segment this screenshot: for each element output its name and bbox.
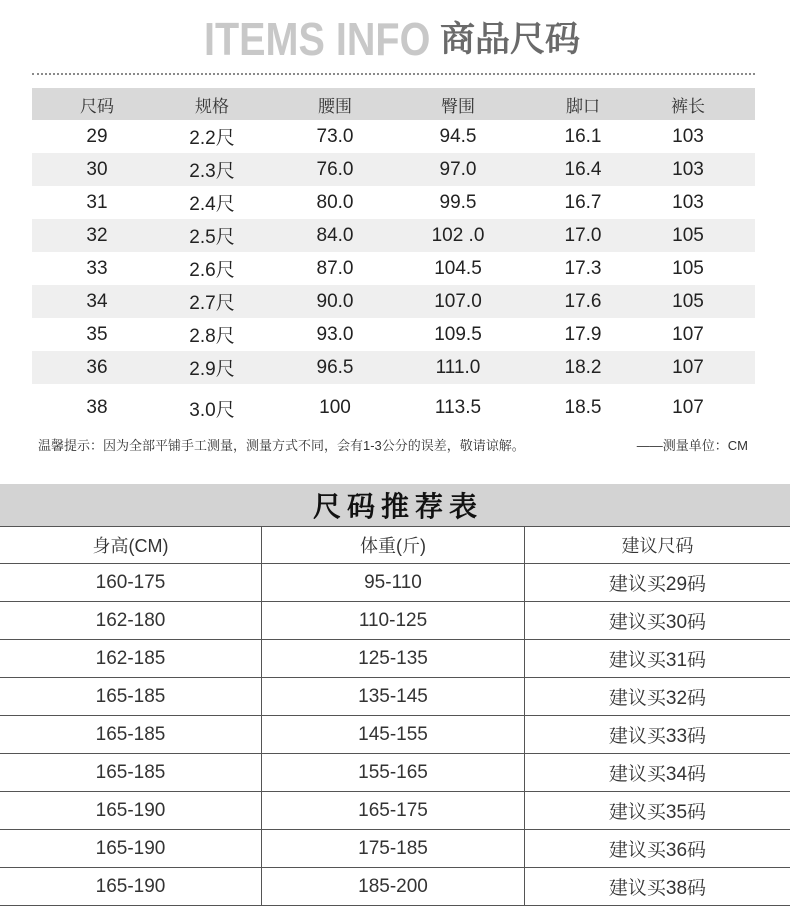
hip-cell: 99.5 (439, 191, 477, 213)
size-cell: 30 (86, 158, 108, 180)
size-cell: 34 (86, 290, 108, 312)
waist-cell: 87.0 (316, 257, 354, 279)
recommend-table (0, 526, 790, 906)
recommend-banner (0, 484, 790, 526)
hem-cell: 18.5 (564, 397, 602, 418)
hip-cell: 102 .0 (431, 224, 485, 246)
measurement-tip: 温馨提示：因为全部平铺手工测量，测量方式不同，会有1-3公分的误差，敬请谅解。 (38, 438, 525, 453)
hip-cell: 97.0 (439, 158, 477, 180)
suggested-size-cell: 建议买36码 (525, 830, 790, 868)
height-cell: 165-190 (0, 868, 262, 906)
waist-cell: 100 (319, 397, 351, 418)
recommend-table-header (0, 527, 790, 564)
spec-cell: 2.5尺 (189, 227, 235, 248)
weight-cell: 110-125 (262, 602, 525, 640)
spec-cell: 2.8尺 (189, 326, 235, 347)
weight-cell: 125-135 (262, 640, 525, 678)
suggested-size-cell: 建议买34码 (525, 754, 790, 792)
weight-cell: 155-165 (262, 754, 525, 792)
hem-cell: 16.4 (564, 158, 602, 180)
hem-cell: 17.3 (564, 257, 602, 279)
size-row (32, 186, 755, 219)
hip-cell: 113.5 (434, 397, 482, 418)
size-row (32, 219, 755, 252)
column-header-waist: 腰围 (318, 96, 352, 116)
hem-cell: 17.0 (564, 224, 602, 246)
suggested-size-cell: 建议买31码 (525, 640, 790, 678)
waist-cell: 93.0 (316, 323, 354, 345)
size-row (32, 252, 755, 285)
height-cell: 165-190 (0, 792, 262, 830)
length-cell: 103 (672, 125, 704, 147)
recommend-row (0, 678, 790, 716)
height-cell: 165-185 (0, 754, 262, 792)
size-row (32, 285, 755, 318)
recommend-row (0, 868, 790, 906)
column-header-spec: 规格 (195, 96, 229, 116)
height-cell: 165-185 (0, 678, 262, 716)
weight-cell: 135-145 (262, 678, 525, 716)
height-cell: 160-175 (0, 564, 262, 602)
hip-cell: 109.5 (434, 323, 482, 345)
length-cell: 103 (672, 158, 704, 180)
spec-cell: 2.7尺 (189, 293, 235, 314)
suggested-size-cell: 建议买29码 (525, 564, 790, 602)
recommend-row (0, 602, 790, 640)
waist-cell: 76.0 (316, 158, 354, 180)
height-cell: 162-180 (0, 602, 262, 640)
size-cell: 36 (86, 356, 108, 378)
size-cell: 32 (86, 224, 108, 246)
hem-cell: 18.2 (564, 356, 602, 378)
waist-cell: 73.0 (316, 125, 354, 147)
column-header-hem: 脚口 (566, 96, 600, 116)
column-header-hip: 臀围 (441, 96, 475, 116)
column-header-weight: 体重(斤) (262, 527, 525, 564)
page-title-en: ITEMS INFO (204, 13, 431, 65)
column-header-size: 尺码 (80, 96, 114, 116)
height-cell: 165-190 (0, 830, 262, 868)
hip-cell: 104.5 (434, 257, 482, 279)
size-cell: 31 (86, 191, 108, 213)
suggested-size-cell: 建议买32码 (525, 678, 790, 716)
spec-cell: 2.9尺 (189, 359, 235, 380)
spec-cell: 2.2尺 (189, 128, 235, 149)
spec-cell: 3.0尺 (189, 399, 235, 421)
hem-cell: 16.1 (564, 125, 602, 147)
waist-cell: 80.0 (316, 191, 354, 213)
recommend-row (0, 564, 790, 602)
height-cell: 165-185 (0, 716, 262, 754)
recommend-row (0, 754, 790, 792)
size-row (32, 120, 755, 153)
length-cell: 107 (672, 323, 704, 345)
size-cell: 38 (86, 397, 108, 418)
recommend-row (0, 640, 790, 678)
hem-cell: 17.9 (564, 323, 602, 345)
waist-cell: 96.5 (316, 356, 354, 378)
height-cell: 162-185 (0, 640, 262, 678)
suggested-size-cell: 建议买30码 (525, 602, 790, 640)
waist-cell: 90.0 (316, 290, 354, 312)
suggested-size-cell: 建议买38码 (525, 868, 790, 906)
measurement-unit: ——测量单位：CM (636, 438, 748, 453)
length-cell: 107 (672, 356, 704, 378)
size-table-header (32, 88, 755, 120)
spec-cell: 2.3尺 (189, 161, 235, 182)
size-table-body (32, 120, 755, 432)
weight-cell: 145-155 (262, 716, 525, 754)
size-row (32, 351, 755, 384)
weight-cell: 185-200 (262, 868, 525, 906)
column-header-suggested-size: 建议尺码 (525, 527, 790, 564)
column-header-height: 身高(CM) (0, 527, 262, 564)
suggested-size-cell: 建议买35码 (525, 792, 790, 830)
size-row (32, 318, 755, 351)
recommend-row (0, 792, 790, 830)
suggested-size-cell: 建议买33码 (525, 716, 790, 754)
size-cell: 35 (86, 323, 108, 345)
weight-cell: 165-175 (262, 792, 525, 830)
length-cell: 105 (672, 257, 704, 279)
hip-cell: 107.0 (434, 290, 482, 312)
length-cell: 105 (672, 224, 704, 246)
page-title-cn: 商品尺码 (440, 20, 581, 59)
spec-cell: 2.6尺 (189, 260, 235, 281)
size-table (32, 88, 755, 432)
size-cell: 29 (86, 125, 108, 147)
size-row (32, 384, 755, 432)
column-header-length: 裤长 (671, 96, 705, 116)
recommend-table-body (0, 564, 790, 906)
recommend-title: 尺码推荐表 (312, 491, 483, 522)
waist-cell: 84.0 (316, 224, 354, 246)
size-cell: 33 (86, 257, 108, 279)
length-cell: 103 (672, 191, 704, 213)
recommend-row (0, 830, 790, 868)
spec-cell: 2.4尺 (189, 194, 235, 215)
length-cell: 105 (672, 290, 704, 312)
length-cell: 107 (672, 397, 704, 418)
dotted-divider (32, 73, 755, 75)
hem-cell: 16.7 (564, 191, 602, 213)
weight-cell: 95-110 (262, 564, 525, 602)
hip-cell: 111.0 (435, 356, 481, 378)
hip-cell: 94.5 (439, 125, 477, 147)
size-row (32, 153, 755, 186)
hem-cell: 17.6 (564, 290, 602, 312)
weight-cell: 175-185 (262, 830, 525, 868)
recommend-row (0, 716, 790, 754)
